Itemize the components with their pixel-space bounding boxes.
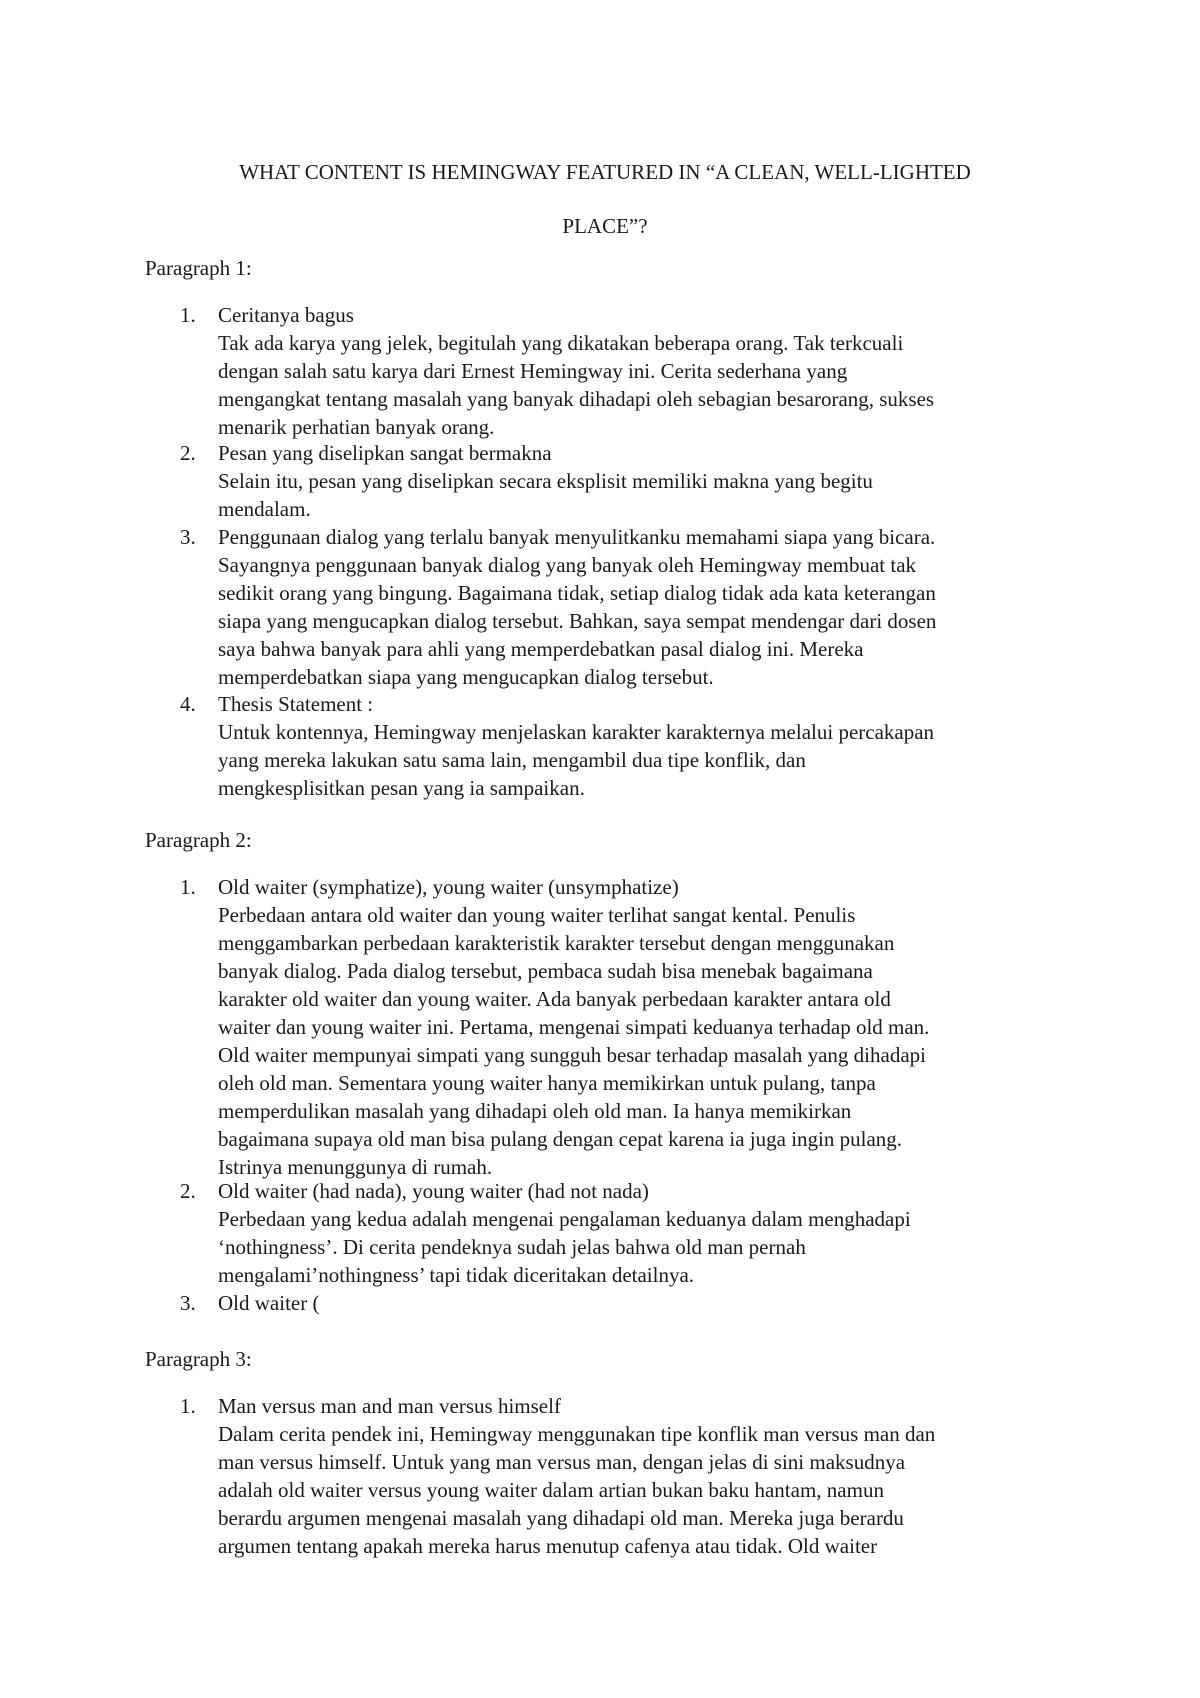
text-line: berardu argumen mengenai masalah yang dihadapi old man. Mereka juga berardu (218, 1506, 904, 1530)
list-item-text (218, 523, 1058, 691)
document-title (130, 145, 1080, 253)
list-item-text (218, 439, 1058, 523)
text-line: Istrinya menunggunya di rumah. (218, 1155, 493, 1179)
text-line: man versus himself. Untuk yang man versus man, dengan jelas di sini maksudnya (218, 1450, 906, 1474)
text-line: mengangkat tentang masalah yang banyak dihadapi oleh sebagian besarorang, sukses (218, 387, 935, 411)
text-line: oleh old man. Sementara young waiter hanya memikirkan untuk pulang, tanpa (218, 1071, 876, 1095)
text-line: saya bahwa banyak para ahli yang memperdebatkan pasal dialog ini. Mereka (218, 637, 864, 661)
text-line: bagaimana supaya old man bisa pulang dengan cepat karena ia juga ingin pulang. (218, 1127, 903, 1151)
title-line: WHAT CONTENT IS HEMINGWAY FEATURED IN “A CLEAN, WELL-LIGHTED (239, 160, 971, 184)
text-line: mengalami’nothingness’ tapi tidak diceritakan detailnya. (218, 1263, 695, 1287)
text-line: Old waiter (had nada), young waiter (had not nada) (218, 1179, 649, 1203)
text-line: adalah old waiter versus young waiter dalam artian bukan baku hantam, namun (218, 1478, 884, 1502)
text-line: Penggunaan dialog yang terlalu banyak menyulitkanku memahami siapa yang bicara. (218, 525, 936, 549)
text-line: Old waiter ( (218, 1291, 320, 1315)
list-item-text (218, 1177, 1058, 1289)
list-number: 1. (180, 303, 196, 327)
text-line: Pesan yang diselipkan sangat bermakna (218, 441, 552, 465)
text-line: karakter old waiter dan young waiter. Ada banyak perbedaan karakter antara old (218, 987, 891, 1011)
list-item-text (218, 690, 1058, 802)
section-heading: Paragraph 3: (145, 1347, 252, 1371)
text-line: mengkesplisitkan pesan yang ia sampaikan. (218, 776, 585, 800)
list-item-text (218, 873, 1058, 1181)
text-line: dengan salah satu karya dari Ernest Hemingway ini. Cerita sederhana yang (218, 359, 848, 383)
list-number: 3. (180, 1291, 196, 1315)
text-line: Tak ada karya yang jelek, begitulah yang dikatakan beberapa orang. Tak terkcuali (218, 331, 904, 355)
text-line: menarik perhatian banyak orang. (218, 415, 495, 439)
text-line: Ceritanya bagus (218, 303, 354, 327)
text-line: yang mereka lakukan satu sama lain, mengambil dua tipe konflik, dan (218, 748, 806, 772)
list-number: 3. (180, 525, 196, 549)
text-line: Sayangnya penggunaan banyak dialog yang banyak oleh Hemingway membuat tak (218, 553, 917, 577)
text-line: Old waiter mempunyai simpati yang sungguh besar terhadap masalah yang dihadapi (218, 1043, 926, 1067)
list-item-text (218, 301, 1058, 441)
section-heading: Paragraph 1: (145, 256, 252, 280)
text-line: mendalam. (218, 497, 311, 521)
list-number: 4. (180, 692, 196, 716)
text-line: banyak dialog. Pada dialog tersebut, pembaca sudah bisa menebak bagaimana (218, 959, 873, 983)
list-item-text (218, 1392, 1058, 1560)
list-item-text (218, 1289, 1058, 1317)
list-number: 1. (180, 875, 196, 899)
text-line: waiter dan young waiter ini. Pertama, mengenai simpati keduanya terhadap old man. (218, 1015, 930, 1039)
text-line: Old waiter (symphatize), young waiter (unsymphatize) (218, 875, 679, 899)
title-line: PLACE”? (562, 214, 648, 238)
text-line: Man versus man and man versus himself (218, 1394, 561, 1418)
text-line: Thesis Statement : (218, 692, 374, 716)
text-line: argumen tentang apakah mereka harus menutup cafenya atau tidak. Old waiter (218, 1534, 878, 1558)
text-line: Untuk kontennya, Hemingway menjelaskan karakter karakternya melalui percakapan (218, 720, 935, 744)
text-line: menggambarkan perbedaan karakteristik karakter tersebut dengan menggunakan (218, 931, 895, 955)
list-number: 2. (180, 441, 196, 465)
section-heading: Paragraph 2: (145, 828, 252, 852)
text-line: siapa yang mengucapkan dialog tersebut. Bahkan, saya sempat mendengar dari dosen (218, 609, 937, 633)
list-number: 2. (180, 1179, 196, 1203)
text-line: Selain itu, pesan yang diselipkan secara eksplisit memiliki makna yang begitu (218, 469, 873, 493)
text-line: memperdulikan masalah yang dihadapi oleh old man. Ia hanya memikirkan (218, 1099, 852, 1123)
text-line: memperdebatkan siapa yang mengucapkan dialog tersebut. (218, 665, 714, 689)
text-line: Perbedaan yang kedua adalah mengenai pengalaman keduanya dalam menghadapi (218, 1207, 911, 1231)
list-number: 1. (180, 1394, 196, 1418)
text-line: sedikit orang yang bingung. Bagaimana tidak, setiap dialog tidak ada kata keterangan (218, 581, 936, 605)
text-line: ‘nothingness’. Di cerita pendeknya sudah jelas bahwa old man pernah (218, 1235, 806, 1259)
text-line: Dalam cerita pendek ini, Hemingway menggunakan tipe konflik man versus man dan (218, 1422, 936, 1446)
text-line: Perbedaan antara old waiter dan young waiter terlihat sangat kental. Penulis (218, 903, 856, 927)
